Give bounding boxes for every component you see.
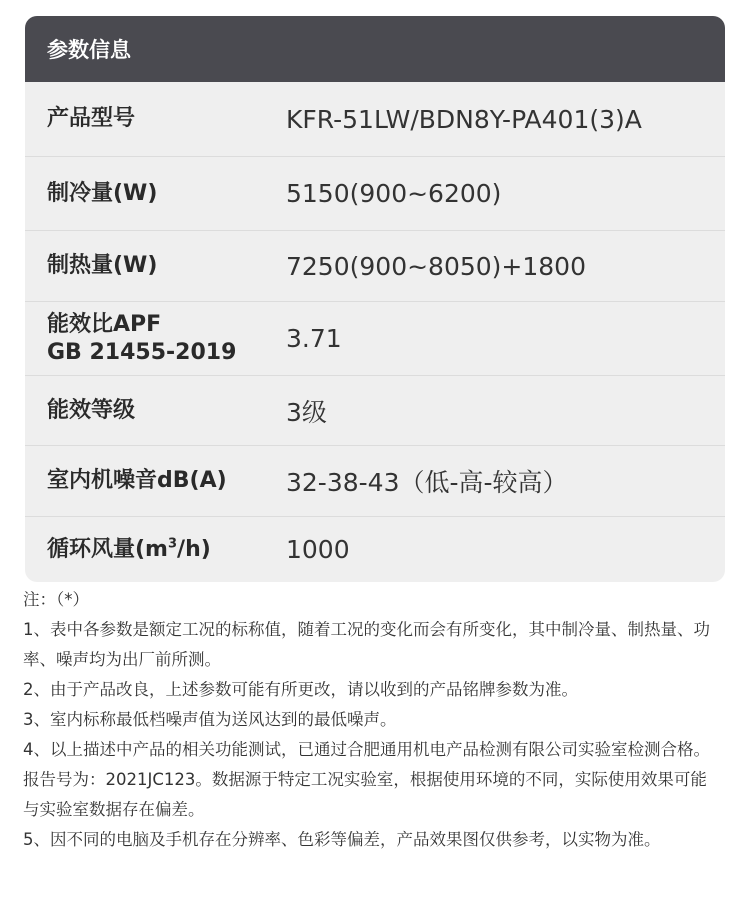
note-item: 5、因不同的电脑及手机存在分辨率、色彩等偏差，产品效果图仅供参考，以实物为准。 bbox=[23, 830, 661, 849]
spec-label: 循环风量$(m^3/h)$ bbox=[47, 536, 211, 562]
note-item: 4、以上描述中产品的相关功能测试，已通过合肥通用机电产品检测有限公司实验室检测合格。报告号为：2021JC123。数据源于特定工况实验室，根据使用环境的不同，实际使用效果可能与实验室数据存在偏差。 bbox=[23, 740, 710, 819]
spec-value: 3级 bbox=[286, 397, 327, 427]
spec-label: 产品型号 bbox=[47, 106, 136, 131]
spec-row-noise bbox=[25, 446, 725, 517]
note-item: 2、由于产品改良，上述参数可能有所更改，请以收到的产品铭牌参数为准。 bbox=[23, 680, 578, 699]
spec-label: 能效等级 bbox=[47, 397, 136, 423]
spec-row-airflow bbox=[25, 517, 725, 582]
spec-row-apf bbox=[25, 302, 725, 376]
spec-row-cooling bbox=[25, 157, 725, 231]
notes-section bbox=[23, 585, 723, 855]
spec-label: 制热量(W) bbox=[47, 253, 158, 278]
spec-label: 室内机噪音dB(A) bbox=[47, 468, 227, 493]
notes-title: 注：（*） bbox=[23, 590, 89, 609]
spec-table bbox=[25, 16, 725, 582]
spec-value: 7250(900~8050)+1800 bbox=[286, 251, 586, 281]
spec-row-energy-grade bbox=[25, 376, 725, 446]
spec-value: KFR-51LW/BDN8Y-PA401(3)A bbox=[286, 104, 642, 134]
spec-label: 能效比APF GB 21455-2019 bbox=[47, 311, 237, 365]
spec-row-model bbox=[25, 82, 725, 157]
note-item: 1、表中各参数是额定工况的标称值，随着工况的变化而会有所变化，其中制冷量、制热量、功率、噪声均为出厂前所测。 bbox=[23, 620, 710, 669]
spec-table-title: 参数信息 bbox=[25, 16, 725, 82]
spec-value: 3.71 bbox=[286, 324, 342, 353]
spec-value: 5150(900~6200) bbox=[286, 179, 502, 208]
spec-row-heating bbox=[25, 231, 725, 302]
spec-label: 制冷量(W) bbox=[47, 180, 158, 206]
spec-value: 1000 bbox=[286, 535, 350, 564]
spec-value: 32-38-43（低-高-较高） bbox=[286, 468, 568, 497]
note-item: 3、室内标称最低档噪声值为送风达到的最低噪声。 bbox=[23, 710, 397, 729]
